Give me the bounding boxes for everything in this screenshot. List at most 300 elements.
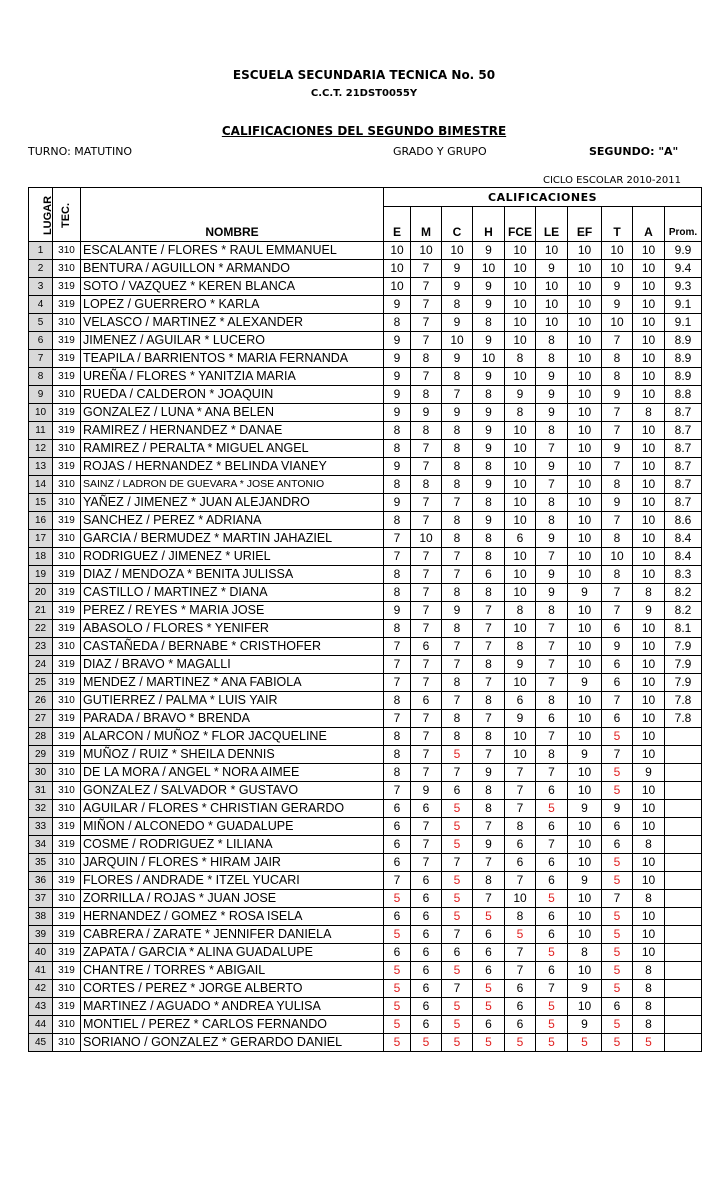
grade-cell: 9 [384,404,411,422]
tec-cell: 310 [53,782,81,800]
grade-cell: 10 [633,620,665,638]
table-row [29,566,702,584]
grade-cell: 8 [505,350,536,368]
grade-cell: 10 [505,296,536,314]
grade-cell: 6 [473,566,505,584]
grade-cell: 10 [568,278,602,296]
tec-cell: 319 [53,818,81,836]
grade-cell: 10 [568,458,602,476]
grade-cell: 10 [568,710,602,728]
grade-cell: 10 [568,998,602,1016]
grade-cell: 8 [473,494,505,512]
grade-cell: 8 [633,584,665,602]
tec-cell: 310 [53,530,81,548]
student-name-cell: UREÑA / FLORES * YANITZIA MARIA [81,368,384,386]
grade-cell: 8 [384,512,411,530]
lugar-cell: 3 [29,278,53,296]
grade-cell: 8 [602,368,633,386]
grade-cell: 6 [411,962,442,980]
grade-cell: 10 [633,512,665,530]
grade-cell: 6 [411,692,442,710]
table-row [29,548,702,566]
student-name-cell: AGUILAR / FLORES * CHRISTIAN GERARDO [81,800,384,818]
grade-cell: 8 [442,584,473,602]
grade-cell: 9 [602,800,633,818]
student-name-cell: ZAPATA / GARCIA * ALINA GUADALUPE [81,944,384,962]
grade-cell: 7 [411,710,442,728]
tec-cell: 310 [53,764,81,782]
tec-cell: 310 [53,1016,81,1034]
grade-cell: 6 [536,872,568,890]
grade-cell: 9 [505,656,536,674]
table-row [29,836,702,854]
grade-cell: 10 [568,854,602,872]
grade-cell: 6 [384,908,411,926]
grade-cell: 7 [411,440,442,458]
grade-cell: 10 [568,242,602,260]
student-name-cell: RAMIREZ / HERNANDEZ * DANAE [81,422,384,440]
lugar-cell: 27 [29,710,53,728]
student-name-cell: MUÑOZ / RUIZ * SHEILA DENNIS [81,746,384,764]
grade-cell: 7 [384,638,411,656]
table-row [29,980,702,998]
lugar-cell: 35 [29,854,53,872]
grade-cell: 5 [442,962,473,980]
grade-cell: 9 [602,494,633,512]
grade-cell: 5 [473,908,505,926]
prom-cell: 7.8 [665,710,702,728]
grade-cell: 8 [633,1016,665,1034]
grade-cell: 7 [602,404,633,422]
student-name-cell: RUEDA / CALDERON * JOAQUIN [81,386,384,404]
grade-cell: 5 [602,980,633,998]
grade-cell: 10 [602,548,633,566]
tec-cell: 310 [53,854,81,872]
grade-cell: 5 [442,818,473,836]
grade-cell: 8 [536,422,568,440]
grade-cell: 9 [473,422,505,440]
grade-cell: 7 [505,764,536,782]
grades-table-body [29,242,702,1052]
grade-cell: 9 [602,296,633,314]
lugar-cell: 5 [29,314,53,332]
table-row [29,332,702,350]
tec-cell: 310 [53,980,81,998]
table-row [29,944,702,962]
grade-cell: 10 [568,260,602,278]
subject-header-8: A [633,207,665,242]
grade-cell: 7 [602,332,633,350]
grade-cell: 10 [633,332,665,350]
grade-cell: 7 [384,530,411,548]
tec-cell: 319 [53,710,81,728]
grade-cell: 8 [536,350,568,368]
prom-cell [665,890,702,908]
grade-cell: 7 [411,512,442,530]
grade-cell: 7 [411,854,442,872]
grade-cell: 10 [442,332,473,350]
grade-cell: 9 [473,296,505,314]
lugar-cell: 26 [29,692,53,710]
grade-cell: 8 [442,512,473,530]
grade-cell: 10 [536,314,568,332]
grade-cell: 7 [411,764,442,782]
prom-cell [665,872,702,890]
grade-cell: 7 [411,494,442,512]
grade-cell: 5 [602,854,633,872]
tec-cell: 319 [53,944,81,962]
student-name-cell: LOPEZ / GUERRERO * KARLA [81,296,384,314]
grade-cell: 8 [633,404,665,422]
prom-cell: 8.9 [665,368,702,386]
student-name-cell: COSME / RODRIGUEZ * LILIANA [81,836,384,854]
grade-cell: 5 [602,944,633,962]
student-name-cell: DE LA MORA / ANGEL * NORA AIMEE [81,764,384,782]
lugar-cell: 29 [29,746,53,764]
prom-cell [665,1034,702,1052]
student-name-cell: GONZALEZ / SALVADOR * GUSTAVO [81,782,384,800]
grade-cell: 7 [384,548,411,566]
seccion-label: SEGUNDO: "A" [589,145,679,158]
table-row [29,278,702,296]
lugar-cell: 32 [29,800,53,818]
grade-cell: 10 [633,368,665,386]
grade-cell: 7 [411,548,442,566]
student-name-cell: ZORRILLA / ROJAS * JUAN JOSE [81,890,384,908]
grade-cell: 7 [536,728,568,746]
lugar-cell: 4 [29,296,53,314]
subject-header-2: C [442,207,473,242]
lugar-cell: 28 [29,728,53,746]
lugar-cell: 17 [29,530,53,548]
prom-cell [665,818,702,836]
grade-cell: 6 [411,944,442,962]
grade-cell: 9 [568,980,602,998]
grade-cell: 5 [384,980,411,998]
table-row [29,854,702,872]
grade-cell: 8 [442,296,473,314]
grade-cell: 10 [633,422,665,440]
grade-cell: 7 [442,854,473,872]
lugar-cell: 25 [29,674,53,692]
prom-cell [665,800,702,818]
table-row [29,998,702,1016]
lugar-cell: 11 [29,422,53,440]
tec-cell: 319 [53,512,81,530]
table-row [29,242,702,260]
grade-cell: 10 [505,440,536,458]
table-row [29,890,702,908]
grade-cell: 7 [505,872,536,890]
lugar-cell: 6 [29,332,53,350]
table-row [29,1016,702,1034]
grade-cell: 8 [602,476,633,494]
grade-cell: 9 [633,602,665,620]
calificaciones-header: CALIFICACIONES [384,188,702,207]
grade-cell: 7 [505,962,536,980]
tec-cell: 319 [53,728,81,746]
grade-cell: 7 [473,890,505,908]
tec-cell: 310 [53,314,81,332]
grade-cell: 8 [633,962,665,980]
grade-cell: 9 [384,350,411,368]
grade-cell: 5 [602,1034,633,1052]
grade-cell: 8 [384,746,411,764]
grade-cell: 5 [536,800,568,818]
prom-cell: 8.7 [665,458,702,476]
table-row [29,1034,702,1052]
lugar-cell: 22 [29,620,53,638]
grade-cell: 10 [505,476,536,494]
grade-cell: 10 [505,368,536,386]
student-name-cell: JARQUIN / FLORES * HIRAM JAIR [81,854,384,872]
prom-cell: 7.9 [665,638,702,656]
grade-cell: 7 [411,602,442,620]
lugar-cell: 36 [29,872,53,890]
grade-cell: 10 [505,242,536,260]
grade-cell: 8 [473,386,505,404]
tec-cell: 310 [53,548,81,566]
prom-cell: 9.1 [665,296,702,314]
grade-cell: 10 [568,620,602,638]
student-name-cell: ROJAS / HERNANDEZ * BELINDA VIANEY [81,458,384,476]
grade-cell: 5 [384,998,411,1016]
grade-cell: 10 [473,350,505,368]
grade-cell: 8 [411,476,442,494]
grade-cell: 5 [505,926,536,944]
grade-cell: 5 [602,782,633,800]
grade-cell: 7 [536,674,568,692]
prom-cell [665,908,702,926]
grade-cell: 7 [536,638,568,656]
grade-cell: 10 [568,296,602,314]
grade-cell: 10 [505,422,536,440]
grade-cell: 5 [536,944,568,962]
grade-cell: 6 [473,944,505,962]
prom-cell: 8.3 [665,566,702,584]
lugar-cell: 1 [29,242,53,260]
prom-cell [665,962,702,980]
prom-cell: 7.9 [665,656,702,674]
grade-cell: 10 [633,476,665,494]
grade-cell: 10 [633,494,665,512]
grade-cell: 9 [384,602,411,620]
grade-cell: 8 [411,350,442,368]
lugar-cell: 21 [29,602,53,620]
grade-cell: 6 [536,908,568,926]
table-row [29,872,702,890]
grade-cell: 6 [602,710,633,728]
tec-cell: 319 [53,656,81,674]
grade-cell: 10 [505,260,536,278]
grade-cell: 10 [633,530,665,548]
prom-cell: 8.7 [665,422,702,440]
grade-cell: 5 [442,1016,473,1034]
grade-cell: 6 [602,674,633,692]
tec-cell: 310 [53,440,81,458]
grade-cell: 10 [633,710,665,728]
grade-cell: 8 [473,782,505,800]
grade-cell: 9 [536,584,568,602]
table-row [29,314,702,332]
tec-cell: 319 [53,368,81,386]
grade-cell: 9 [568,800,602,818]
grade-cell: 10 [536,278,568,296]
grade-cell: 7 [411,314,442,332]
prom-cell: 8.7 [665,404,702,422]
grade-cell: 10 [568,836,602,854]
grade-cell: 10 [568,656,602,674]
subject-header-5: LE [536,207,568,242]
grade-cell: 6 [536,782,568,800]
grade-cell: 7 [505,800,536,818]
prom-cell: 8.1 [665,620,702,638]
subject-header-3: H [473,207,505,242]
grade-cell: 10 [633,458,665,476]
turno-label: TURNO: MATUTINO [28,145,133,158]
grade-cell: 10 [505,746,536,764]
table-row [29,422,702,440]
grade-cell: 8 [505,818,536,836]
grade-cell: 6 [536,854,568,872]
grade-cell: 8 [473,584,505,602]
table-row [29,656,702,674]
grade-cell: 10 [568,548,602,566]
table-row [29,638,702,656]
header-row-subjects [29,207,702,242]
table-row [29,620,702,638]
grade-cell: 8 [384,476,411,494]
grade-cell: 8 [384,440,411,458]
grade-cell: 5 [536,1016,568,1034]
grade-cell: 8 [536,746,568,764]
grade-cell: 8 [473,530,505,548]
tec-cell: 310 [53,1034,81,1052]
grade-cell: 7 [442,638,473,656]
prom-cell [665,764,702,782]
prom-cell: 8.2 [665,602,702,620]
grade-cell: 5 [473,980,505,998]
grade-cell: 5 [536,890,568,908]
grade-cell: 5 [384,1016,411,1034]
grade-cell: 9 [568,1016,602,1034]
grade-cell: 10 [568,512,602,530]
grade-cell: 5 [442,908,473,926]
grade-cell: 10 [384,242,411,260]
grade-cell: 8 [473,656,505,674]
grade-cell: 8 [442,458,473,476]
grade-cell: 10 [568,962,602,980]
lugar-cell: 23 [29,638,53,656]
grade-cell: 10 [633,692,665,710]
grade-cell: 7 [442,386,473,404]
grade-cell: 9 [568,584,602,602]
grade-cell: 8 [473,800,505,818]
prom-cell [665,998,702,1016]
grade-cell: 10 [505,890,536,908]
grade-cell: 8 [442,674,473,692]
student-name-cell: ALARCON / MUÑOZ * FLOR JACQUELINE [81,728,384,746]
grade-cell: 10 [568,728,602,746]
grade-cell: 9 [473,368,505,386]
student-name-cell: CHANTRE / TORRES * ABIGAIL [81,962,384,980]
grade-cell: 10 [633,566,665,584]
table-row [29,908,702,926]
grade-cell: 10 [633,242,665,260]
grade-cell: 10 [505,584,536,602]
grade-cell: 7 [411,620,442,638]
grade-cell: 8 [473,872,505,890]
grade-cell: 7 [602,458,633,476]
prom-cell: 8.8 [665,386,702,404]
grade-cell: 6 [505,836,536,854]
grade-cell: 6 [384,944,411,962]
school-cct: C.C.T. 21DST0055Y [310,88,418,99]
grade-cell: 9 [473,836,505,854]
grade-cell: 6 [473,1016,505,1034]
grade-cell: 10 [568,350,602,368]
grade-cell: 7 [602,422,633,440]
grade-cell: 10 [568,602,602,620]
grade-cell: 8 [384,692,411,710]
grade-cell: 9 [384,386,411,404]
grade-cell: 7 [411,656,442,674]
grade-cell: 9 [602,386,633,404]
grade-cell: 10 [411,530,442,548]
table-row [29,530,702,548]
tec-cell: 319 [53,620,81,638]
grade-cell: 5 [602,1016,633,1034]
lugar-cell: 7 [29,350,53,368]
student-name-cell: GONZALEZ / LUNA * ANA BELEN [81,404,384,422]
grade-cell: 7 [442,692,473,710]
table-row [29,602,702,620]
prom-cell [665,1016,702,1034]
grade-cell: 10 [505,458,536,476]
grade-cell: 5 [536,998,568,1016]
subject-header-0: E [384,207,411,242]
grade-cell: 9 [602,440,633,458]
grade-cell: 6 [411,872,442,890]
grade-cell: 8 [442,440,473,458]
grade-cell: 10 [568,782,602,800]
grade-cell: 5 [384,890,411,908]
grade-cell: 8 [384,728,411,746]
grade-cell: 7 [473,602,505,620]
grade-cell: 7 [384,782,411,800]
tec-cell: 319 [53,836,81,854]
grade-cell: 6 [442,782,473,800]
grade-cell: 6 [411,638,442,656]
grade-cell: 8 [536,602,568,620]
prom-cell: 8.2 [665,584,702,602]
grade-cell: 5 [602,872,633,890]
grade-cell: 8 [384,314,411,332]
grade-cell: 7 [411,260,442,278]
grade-cell: 10 [442,242,473,260]
grade-cell: 7 [473,710,505,728]
tec-cell: 319 [53,584,81,602]
grade-cell: 10 [633,728,665,746]
tec-cell: 319 [53,278,81,296]
grade-cell: 10 [568,386,602,404]
grade-cell: 9 [473,278,505,296]
grade-cell: 7 [602,890,633,908]
tec-cell: 319 [53,296,81,314]
grade-cell: 10 [633,872,665,890]
grade-cell: 9 [411,782,442,800]
tec-cell: 319 [53,404,81,422]
